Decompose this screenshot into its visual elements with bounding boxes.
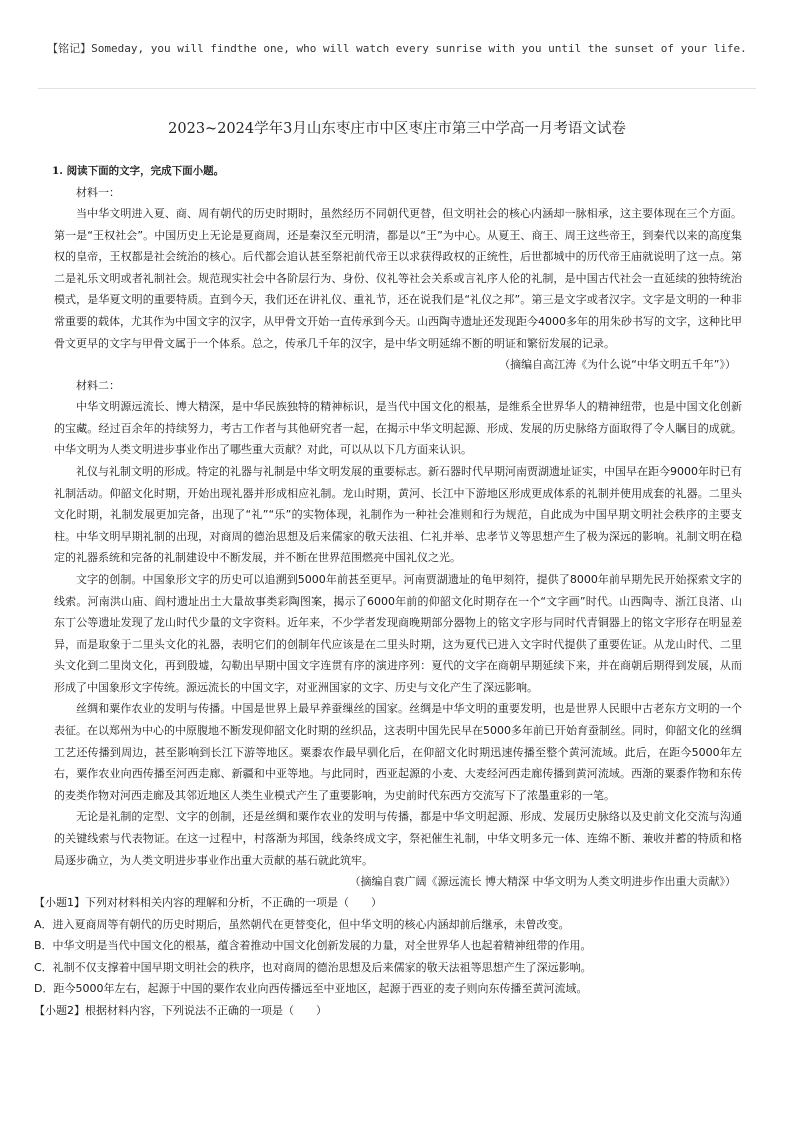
subquestion1-stem: 【小题1】下列对材料相关内容的理解和分析，不正确的一项是（ ） (34, 896, 382, 910)
question-body (34, 160, 742, 1021)
option-d: D．距今5000年左右，起源于中国的粟作农业向西传播远至中亚地区，起源于西亚的麦子则向东传播至黄河流域。 (34, 982, 588, 996)
material2-paragraph: 无论是礼制的定型、文字的创制，还是丝绸和粟作农业的发明与传播，都是中华文明起源、形成、发展历史脉络以及史前文化交流与沟通的关键线索与代表物证。在这一过程中，村落渐为邦国，线条终成文字，祭祀催生礼制，中华文明多元一体、连绵不断、兼收并蓄的特质和格局逐步确立，为人类文明进步事业作出重大贡献的基石就此筑牢。 (54, 810, 742, 867)
subquestion2-stem: 【小题2】根据材料内容，下列说法不正确的一项是（ ） (34, 1003, 327, 1017)
material2-label: 材料二： (76, 379, 120, 393)
material2-paragraph: 丝绸和粟作农业的发明与传播。中国是世界上最早养蚕缫丝的国家。丝绸是中华文明的重要发明，也是世界人民眼中古老东方文明的一个表征。在以郑州为中心的中原腹地不断发现仰韶文化时期的丝织品，这表明中国先民早在5000多年前已开始育蚕制丝。同时，仰韶文化的丝绸工艺还传播到周边，甚至影响到长江下游等地区。粟黍农作最早驯化后，在仰韶文化时期迅速传播至整个黄河流域。此后，在距今5000年左右，粟作农业向西传播至河西走廊、新疆和中亚等地。与此同时，西亚起源的小麦、大麦经河西走廊传播到黄河流域。西渐的粟黍作物和东传的麦类作物对河西走廊及其邻近地区人类生业模式产生了重要影响，为史前时代东西方交流写下了浓墨重彩的一笔。 (54, 702, 742, 802)
question-heading: 1. 阅读下面的文字，完成下面小题。 (52, 165, 225, 177)
material2-paragraph: 礼仪与礼制文明的形成。特定的礼器与礼制是中华文明发展的重要标志。新石器时代早期河南贾湖遗址证实，中国早在距今9000年时已有礼制活动。仰韶文化时期，开始出现礼器并形成相应礼制。龙山时期，黄河、长江中下游地区形成更成体系的礼制并使用成套的礼器。二里头文化时期，礼制发展更加完备，出现了“礼”“乐”的实物体现，礼制作为一种社会准则和行为规范，自此成为中国早期文明社会秩序的主要支柱。中华文明早期礼制的出现，对商周的德治思想及后来儒家的敬天法祖、仁礼并举、忠孝节义等思想产生了极为深远的影响。礼制文明在稳定的礼器系统和完备的礼制建设中不断发展，并不断在世界范围燃亮中国礼仪之光。 (54, 464, 742, 565)
motto-banner: 【铭记】Someday, you will findthe one, who will watch every sunrise with you until the sunset of your life. (47, 42, 747, 55)
option-a: A．进入夏商周等有朝代的历史时期后，虽然朝代在更替变化，但中华文明的核心内涵却前后继承，未曾改变。 (34, 917, 570, 931)
option-c: C．礼制不仅支撑着中国早期文明社会的秩序，也对商周的德治思想及后来儒家的敬天法祖等思想产生了深远影响。 (34, 960, 592, 974)
material2-paragraph: 中华文明源远流长、博大精深，是中华民族独特的精神标识，是当代中国文化的根基，是维系全世界华人的精神纽带，也是中国文化创新的宝藏。经过百余年的持续努力，考古工作者与其他研究者一起，在揭示中华文明起源、形成、发展的历史脉络方面取得了令人瞩目的成就。中华文明为人类文明进步事业作出了哪些重大贡献？对此，可以从以下几方面来认识。 (54, 400, 742, 457)
option-b: B．中华文明是当代中国文化的根基，蕴含着推动中国文化创新发展的力量，对全世界华人也起着精神纽带的作用。 (34, 939, 592, 953)
header-divider (38, 88, 756, 89)
material1-source: （摘编自高江涛《为什么说“中华文明五千年”》） (499, 358, 736, 372)
exam-title: 2023~2024学年3月山东枣庄市中区枣庄市第三中学高一月考语文试卷 (168, 121, 626, 137)
material2-paragraph: 文字的创制。中国象形文字的历史可以追溯到5000年前甚至更早。河南贾湖遗址的龟甲刻符，提供了8000年前早期先民开始探索文字的线索。河南洪山庙、阎村遗址出土大量故事类彩陶图案，揭示了6000年前的仰韶文化时期存在一个“文字画”时代。山西陶寺、浙江良渚、山东丁公等遗址发现了龙山时代少量的文字资料。近年来，不少学者发现商晚期部分器物上的铭文字形与同时代青铜器上的铭文字形存在明显差异，而是取象于二里头文化的礼器，表明它们的创制年代应该是在二里头时期，这为夏代已进入文字时代提供了重要佐证。从龙山时代、二里头文化到二里岗文化，再到殷墟，勾勒出早期中国文字连贯有序的演进序列：夏代的文字在商朝早期延续下来，并在商朝后期得到发展，从而形成了中国象形文字传统。源远流长的中国文字，对亚洲国家的文字、历史与文化产生了深远影响。 (54, 572, 742, 694)
material1-label: 材料一： (76, 186, 120, 199)
material2-source: （摘编自袁广阔《源远流长 博大精深 中华文明为人类文明进步作出重大贡献》） (349, 875, 736, 889)
material1-paragraph: 当中华文明进入夏、商、周有朝代的历史时期时，虽然经历不同朝代更替，但文明社会的核心内涵却一脉相承，这主要体现在三个方面。第一是“王权社会”。中国历史上无论是夏商周，还是秦汉至元明清，都是以“王”为中心。从夏王、商王、周王这些帝王，到秦代以来的高度集权的皇帝，王权都是社会统治的核心。后代都会追认甚至祭祀前代帝王以求获得政权的正统性，后世都城中的历代帝王庙就说明了这一点。第二是礼乐文明或者礼制社会。规范现实社会中各阶层行为、身份、仪礼等社会关系或言礼序人伦的礼制，是中国古代社会一直延续的独特统治模式，是华夏文明的重要特质。直到今天，我们还在讲礼仪、重礼节，还在说我们是“礼仪之邦”。第三是文字或者汉字。文字是文明的一种非常重要的载体，尤其作为中国文字的汉字，从甲骨文开始一直传承到今天。山西陶寺遗址还发现距今4000多年的用朱砂书写的文字，这种比甲骨文更早的文字与甲骨文属于一个体系。总之，传承几千年的汉字，是中华文明延绵不断的明证和繁衍发展的记录。 (54, 207, 742, 350)
